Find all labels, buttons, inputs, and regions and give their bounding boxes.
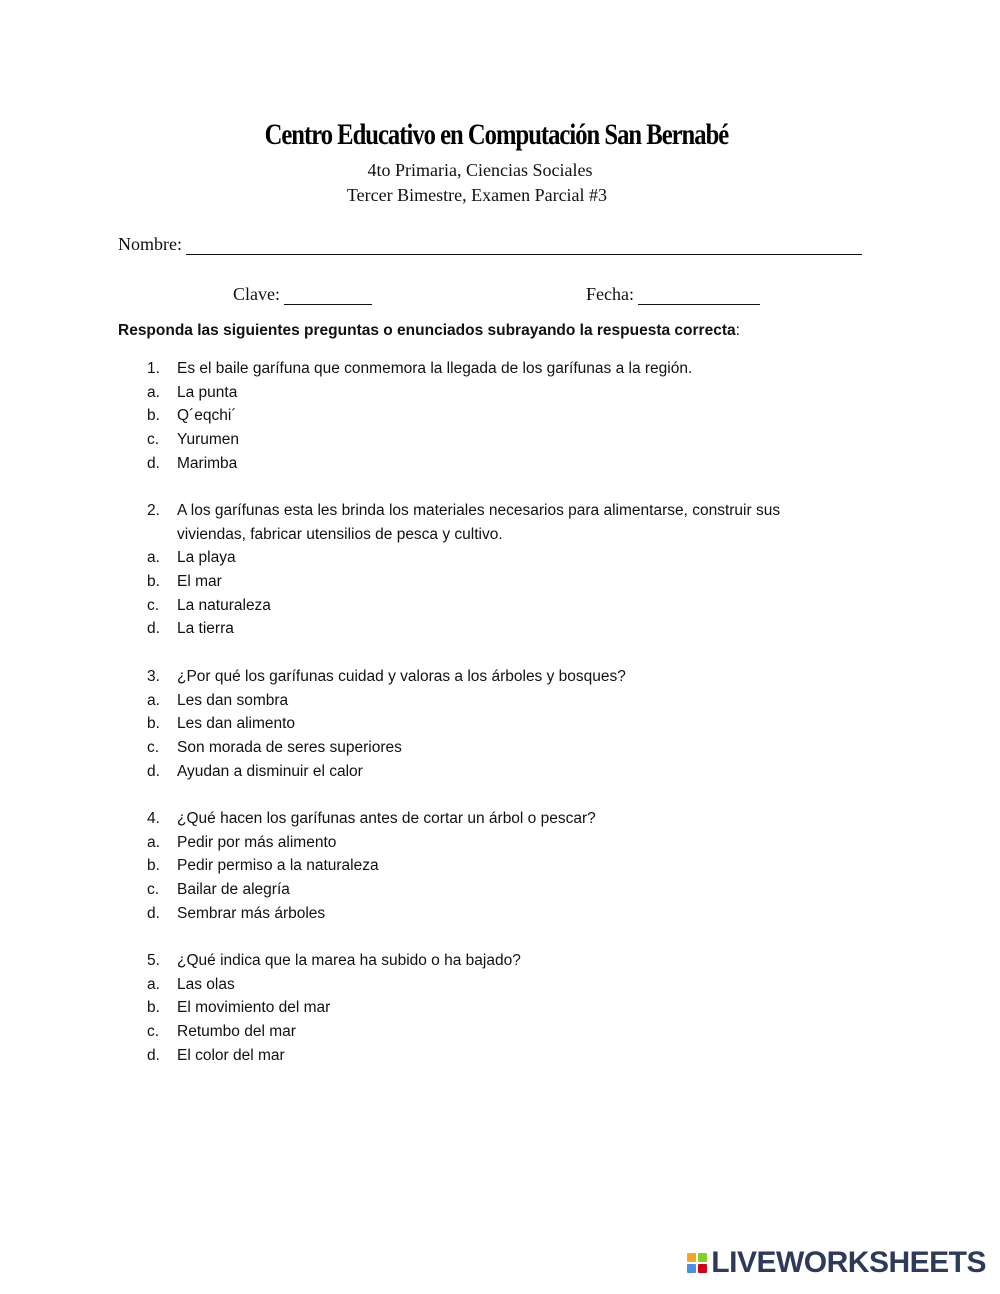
option-letter: b. bbox=[147, 715, 160, 733]
exam-name: Tercer Bimestre, Examen Parcial #3 bbox=[346, 185, 608, 205]
answer-option[interactable] bbox=[0, 760, 1000, 784]
answer-option[interactable] bbox=[0, 1020, 1000, 1044]
answer-option[interactable] bbox=[0, 594, 1000, 618]
option-letter: b. bbox=[147, 407, 160, 425]
answer-option[interactable] bbox=[0, 878, 1000, 902]
option-text[interactable]: Les dan sombra bbox=[177, 691, 289, 709]
option-letter: d. bbox=[147, 1046, 160, 1064]
answer-option[interactable] bbox=[0, 617, 1000, 641]
option-text[interactable]: Q´eqchi´ bbox=[177, 407, 237, 425]
fecha-label: Fecha: bbox=[586, 284, 634, 304]
question-1 bbox=[0, 357, 1000, 475]
logo-square bbox=[687, 1264, 696, 1273]
answer-option[interactable] bbox=[0, 831, 1000, 855]
instructions bbox=[118, 322, 740, 340]
answer-option[interactable] bbox=[0, 570, 1000, 594]
question-stem-line bbox=[0, 523, 1000, 547]
question-stem-line bbox=[0, 499, 1000, 523]
option-letter: d. bbox=[147, 762, 160, 780]
question-stem-line bbox=[0, 665, 1000, 689]
option-text[interactable]: El color del mar bbox=[177, 1046, 285, 1064]
answer-option[interactable] bbox=[0, 902, 1000, 926]
answer-option[interactable] bbox=[0, 546, 1000, 570]
clave-blank[interactable] bbox=[284, 290, 372, 305]
answer-option[interactable] bbox=[0, 689, 1000, 713]
question-text: ¿Qué hacen los garífunas antes de cortar un árbol o pescar? bbox=[177, 810, 596, 827]
nombre-label: Nombre: bbox=[118, 234, 182, 254]
question-stem-line bbox=[0, 357, 1000, 381]
logo-square bbox=[698, 1264, 707, 1273]
question-number: 5. bbox=[147, 952, 160, 969]
option-text[interactable]: Ayudan a disminuir el calor bbox=[177, 762, 363, 780]
option-letter: c. bbox=[147, 739, 160, 757]
document-title: Centro Educativo en Computación San Bernabé bbox=[264, 118, 729, 151]
question-text: ¿Por qué los garífunas cuidad y valoras a los árboles y bosques? bbox=[177, 668, 626, 685]
clave-field[interactable] bbox=[233, 284, 372, 305]
answer-option[interactable] bbox=[0, 428, 1000, 452]
option-letter: b. bbox=[147, 573, 160, 591]
option-letter: a. bbox=[147, 833, 160, 851]
grade-subject: 4to Primaria, Ciencias Sociales bbox=[367, 160, 593, 180]
option-text[interactable]: Bailar de alegría bbox=[177, 881, 290, 899]
option-letter: c. bbox=[147, 881, 160, 899]
liveworksheets-logo-icon bbox=[687, 1253, 707, 1273]
option-text[interactable]: La playa bbox=[177, 549, 236, 567]
question-text: A los garífunas esta les brinda los materiales necesarios para alimentarse, construir sus bbox=[177, 502, 781, 519]
nombre-field[interactable] bbox=[118, 234, 862, 255]
answer-option[interactable] bbox=[0, 996, 1000, 1020]
option-text[interactable]: Retumbo del mar bbox=[177, 1023, 296, 1041]
question-number: 3. bbox=[147, 668, 160, 685]
answer-option[interactable] bbox=[0, 452, 1000, 476]
option-letter: d. bbox=[147, 454, 160, 472]
option-letter: c. bbox=[147, 596, 160, 614]
question-stem-line bbox=[0, 807, 1000, 831]
answer-option[interactable] bbox=[0, 736, 1000, 760]
logo-square bbox=[687, 1253, 696, 1262]
instructions-colon: : bbox=[735, 322, 740, 339]
option-letter: c. bbox=[147, 431, 160, 449]
option-text[interactable]: Sembrar más árboles bbox=[177, 904, 326, 922]
fecha-blank[interactable] bbox=[638, 290, 760, 305]
option-text[interactable]: La punta bbox=[177, 383, 238, 401]
question-number: 2. bbox=[147, 502, 160, 519]
option-text[interactable]: Pedir por más alimento bbox=[177, 833, 337, 851]
question-number: 1. bbox=[147, 360, 160, 377]
answer-option[interactable] bbox=[0, 1044, 1000, 1068]
question-text: Es el baile garífuna que conmemora la llegada de los garífunas a la región. bbox=[177, 360, 693, 377]
option-letter: d. bbox=[147, 620, 160, 638]
option-text[interactable]: La naturaleza bbox=[177, 596, 271, 614]
option-letter: b. bbox=[147, 999, 160, 1017]
question-text: viviendas, fabricar utensilios de pesca y cultivo. bbox=[177, 525, 503, 543]
option-text[interactable]: El mar bbox=[177, 573, 222, 591]
option-text[interactable]: Son morada de seres superiores bbox=[177, 739, 402, 757]
option-text[interactable]: Marimba bbox=[177, 454, 238, 472]
answer-option[interactable] bbox=[0, 381, 1000, 405]
question-3 bbox=[0, 665, 1000, 783]
answer-option[interactable] bbox=[0, 404, 1000, 428]
question-stem-line bbox=[0, 949, 1000, 973]
option-text[interactable]: La tierra bbox=[177, 620, 234, 638]
question-number: 4. bbox=[147, 810, 160, 827]
question-4 bbox=[0, 807, 1000, 925]
instructions-text: Responda las siguientes preguntas o enunciados subrayando la respuesta correcta bbox=[118, 322, 736, 339]
question-2 bbox=[0, 499, 1000, 641]
option-text[interactable]: Yurumen bbox=[177, 431, 240, 449]
liveworksheets-watermark bbox=[687, 1246, 986, 1280]
option-text[interactable]: Pedir permiso a la naturaleza bbox=[177, 857, 379, 875]
answer-option[interactable] bbox=[0, 854, 1000, 878]
option-letter: a. bbox=[147, 383, 160, 401]
clave-label: Clave: bbox=[233, 284, 280, 304]
option-letter: a. bbox=[147, 691, 160, 709]
option-letter: c. bbox=[147, 1023, 160, 1041]
watermark-text: LIVEWORKSHEETS bbox=[711, 1246, 986, 1279]
option-text[interactable]: El movimiento del mar bbox=[177, 999, 331, 1017]
option-text[interactable]: Las olas bbox=[177, 975, 235, 993]
option-letter: b. bbox=[147, 857, 160, 875]
option-letter: d. bbox=[147, 904, 160, 922]
option-text[interactable]: Les dan alimento bbox=[177, 715, 296, 733]
nombre-blank[interactable] bbox=[186, 240, 862, 255]
logo-square bbox=[698, 1253, 707, 1262]
option-letter: a. bbox=[147, 549, 160, 567]
fecha-field[interactable] bbox=[586, 284, 760, 305]
option-letter: a. bbox=[147, 975, 160, 993]
question-text: ¿Qué indica que la marea ha subido o ha bajado? bbox=[177, 952, 521, 969]
question-5 bbox=[0, 949, 1000, 1067]
answer-option[interactable] bbox=[0, 973, 1000, 997]
answer-option[interactable] bbox=[0, 712, 1000, 736]
